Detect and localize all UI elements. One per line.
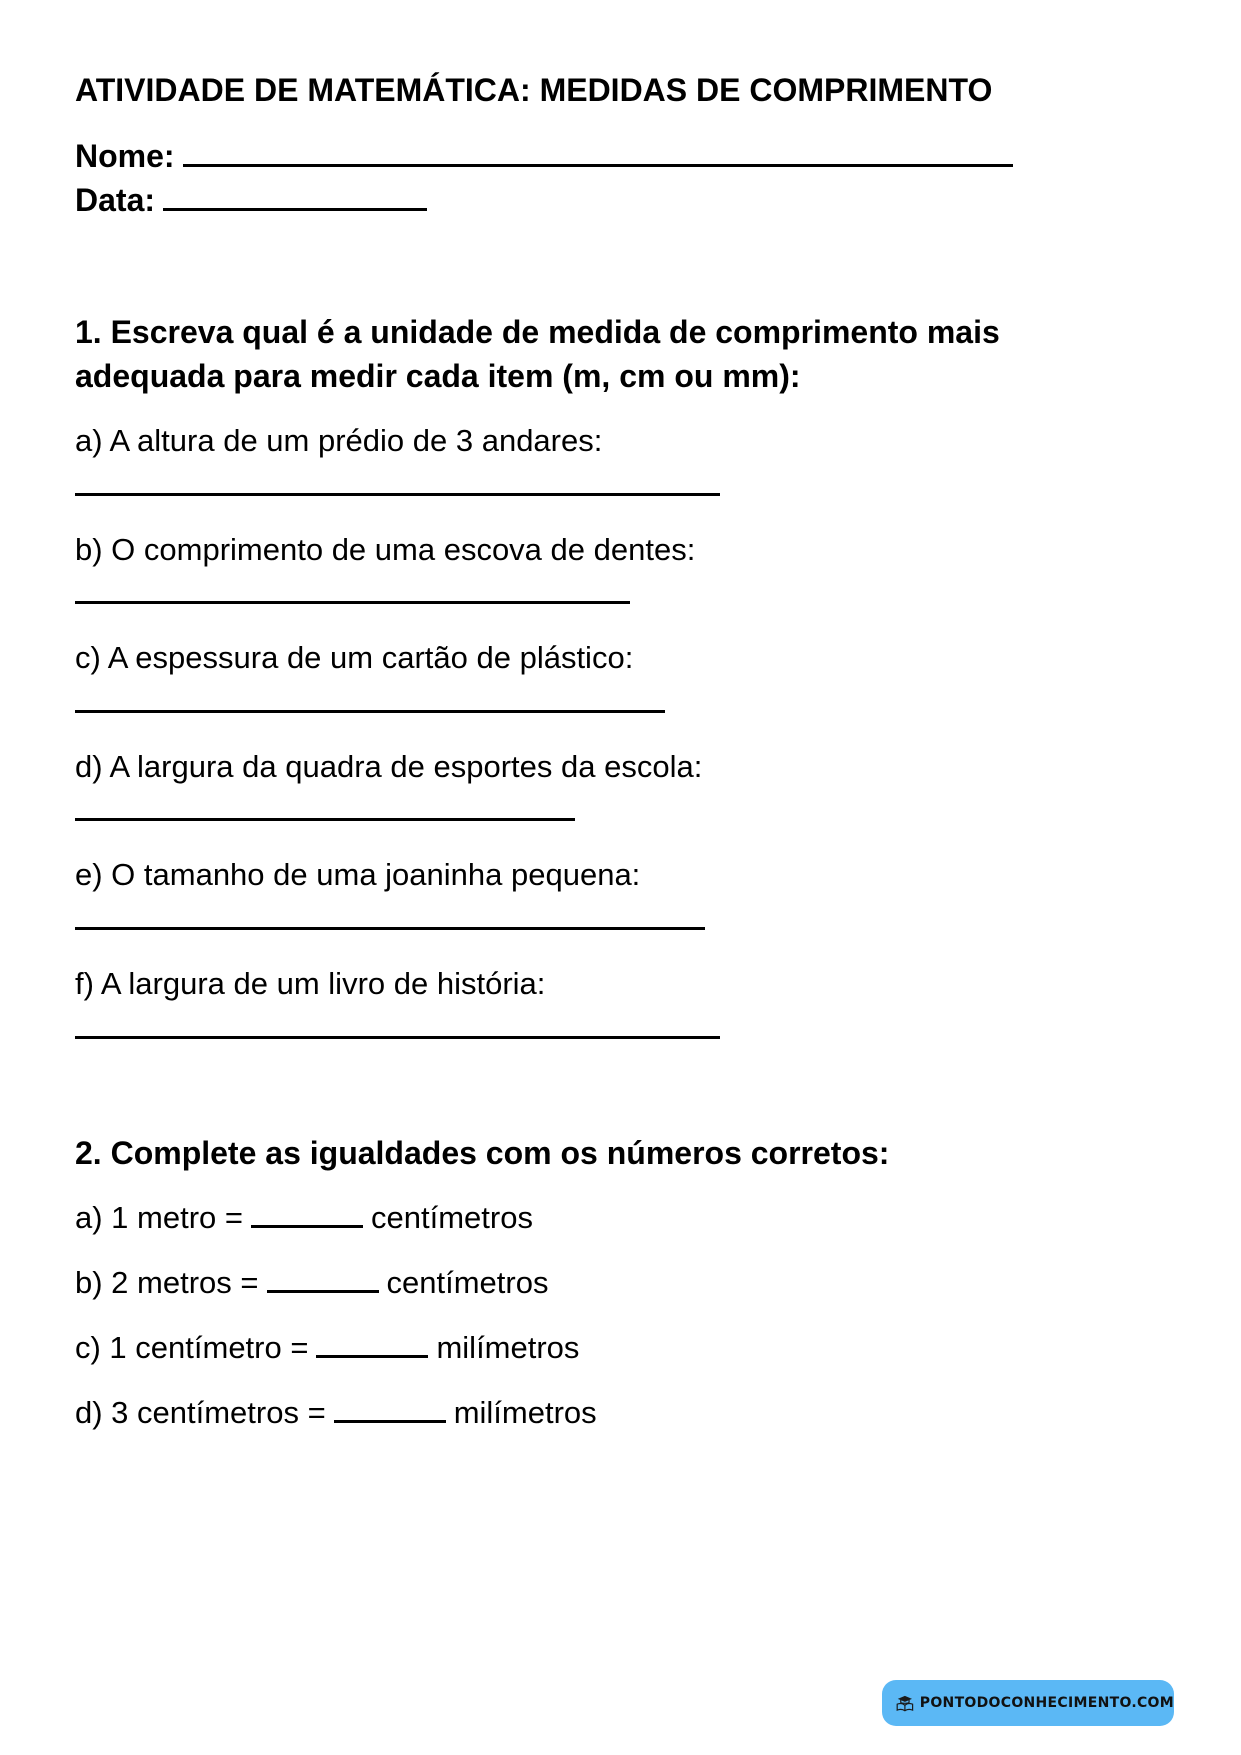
q2-item-b-left: b) 2 metros = [75, 1265, 259, 1300]
q2-item-d-left: d) 3 centímetros = [75, 1395, 326, 1430]
q2-blank-b[interactable] [267, 1289, 379, 1293]
q1-answer-f[interactable] [75, 1036, 720, 1039]
q1-answer-e[interactable] [75, 927, 705, 930]
q1-item-c: c) A espessura de um cartão de plástico: [75, 640, 634, 675]
name-field[interactable] [183, 163, 1013, 167]
book-graduation-cap-icon [896, 1689, 914, 1717]
q1-item-e: e) O tamanho de uma joaninha pequena: [75, 857, 641, 892]
badge-text: PONTODOCONHECIMENTO.COM [919, 1695, 1174, 1711]
q2-item-a-right: centímetros [371, 1200, 533, 1235]
q2-item-a [75, 1200, 533, 1236]
q1-item-f: f) A largura de um livro de história: [75, 966, 546, 1001]
page-title: ATIVIDADE DE MATEMÁTICA: MEDIDAS DE COMPRIMENTO [75, 72, 993, 108]
q2-blank-c[interactable] [316, 1354, 428, 1358]
q1-item-a: a) A altura de um prédio de 3 andares: [75, 423, 603, 458]
question-2-title: 2. Complete as igualdades com os números corretos: [75, 1135, 890, 1171]
date-label: Data: [75, 182, 156, 218]
q1-item-d: d) A largura da quadra de esportes da escola: [75, 749, 703, 784]
q1-answer-b[interactable] [75, 601, 630, 604]
q1-answer-d[interactable] [75, 818, 575, 821]
name-row [75, 138, 1013, 175]
q2-item-c-left: c) 1 centímetro = [75, 1330, 309, 1365]
q2-item-d-right: milímetros [453, 1395, 597, 1430]
site-badge[interactable] [882, 1680, 1174, 1726]
date-field[interactable] [163, 207, 427, 211]
q2-item-c-right: milímetros [436, 1330, 580, 1365]
q2-item-b-right: centímetros [386, 1265, 549, 1300]
q2-item-c [75, 1330, 579, 1366]
date-row [75, 182, 427, 219]
name-label: Nome: [75, 138, 175, 174]
q2-blank-a[interactable] [251, 1224, 363, 1228]
q2-item-b [75, 1265, 548, 1301]
q1-item-b: b) O comprimento de uma escova de dentes: [75, 532, 696, 567]
q1-answer-a[interactable] [75, 493, 720, 496]
question-1-title: 1. Escreva qual é a unidade de medida de comprimento mais adequada para medir cada item (m, cm ou mm): [75, 314, 1000, 394]
q1-answer-c[interactable] [75, 710, 665, 713]
q2-item-a-left: a) 1 metro = [75, 1200, 243, 1235]
q2-blank-d[interactable] [334, 1419, 446, 1423]
q2-item-d [75, 1395, 597, 1431]
